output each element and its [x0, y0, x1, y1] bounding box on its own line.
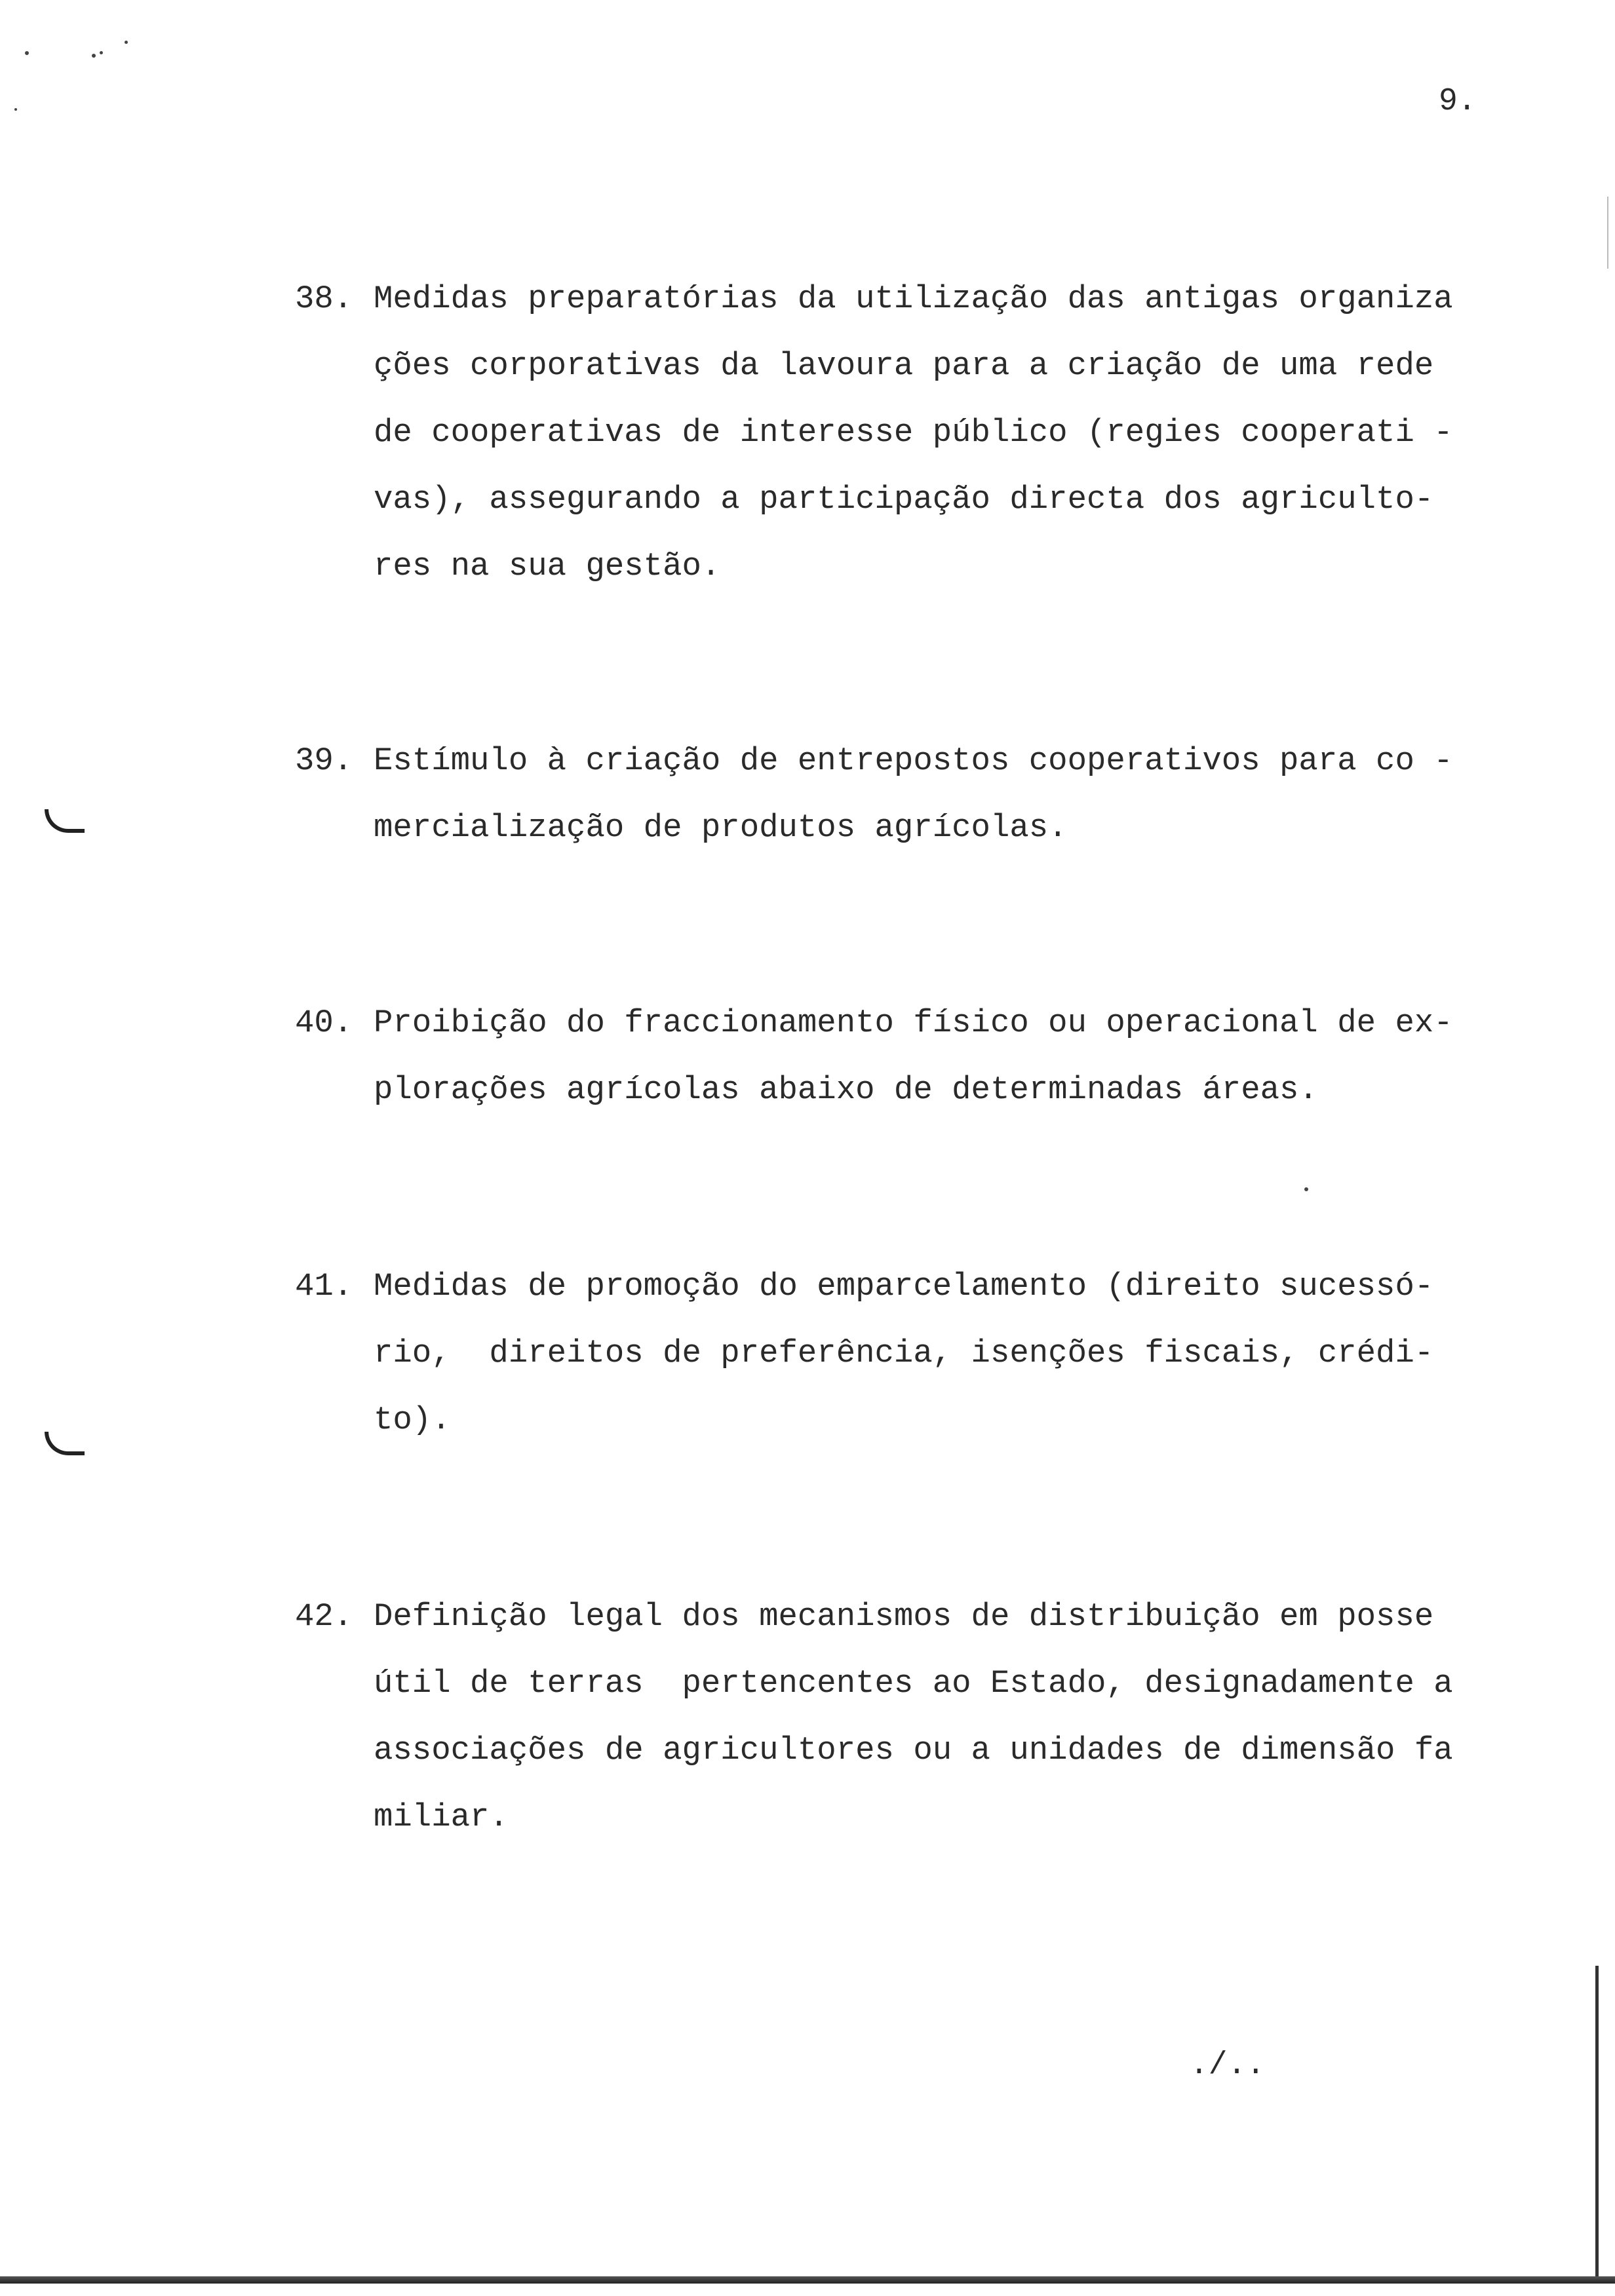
item-text-line: mercialização de produtos agrícolas.	[374, 809, 1068, 846]
scan-speck	[100, 51, 103, 54]
scan-speck	[25, 51, 29, 55]
edge-line	[1595, 1966, 1599, 2280]
item-text-line: miliar.	[374, 1799, 509, 1835]
item-text-line: Medidas de promoção do emparcelamento (direito sucessó-	[374, 1268, 1434, 1305]
bottom-edge-line	[0, 2276, 1615, 2284]
item-text-line: vas), assegurando a participação directa dos agriculto-	[374, 481, 1434, 518]
list-item	[295, 989, 1540, 1123]
page-number: 9.	[1439, 84, 1477, 119]
item-number: 41.	[295, 1268, 353, 1305]
scan-speck	[92, 54, 96, 58]
item-text-line: Proibição do fraccionamento físico ou operacional de ex-	[374, 1004, 1453, 1041]
binding-hole-mark	[45, 809, 85, 833]
list-item	[295, 1253, 1540, 1453]
list-item	[295, 1583, 1540, 1850]
item-text-line: de cooperativas de interesse público (regies cooperati -	[374, 414, 1453, 451]
item-text-line: to).	[374, 1402, 451, 1438]
scan-speck	[14, 108, 17, 111]
scan-speck	[1304, 1187, 1308, 1191]
continuation-mark: ./..	[1190, 2048, 1266, 2083]
item-text-line: ções corporativas da lavoura para a criação de uma rede	[374, 347, 1434, 384]
item-number: 42.	[295, 1598, 353, 1635]
item-text-line: plorações agrícolas abaixo de determinadas áreas.	[374, 1071, 1318, 1108]
item-text-line: Estímulo à criação de entrepostos cooperativos para co -	[374, 742, 1453, 779]
scan-speck	[125, 41, 128, 44]
list-item	[295, 265, 1540, 600]
binding-hole-mark	[45, 1432, 85, 1455]
item-text-line: rio, direitos de preferência, isenções fiscais, crédi-	[374, 1335, 1434, 1371]
list-item	[295, 727, 1540, 861]
item-text-line: útil de terras pertencentes ao Estado, designadamente a	[374, 1665, 1453, 1702]
item-number: 40.	[295, 1004, 353, 1041]
item-text-line: Definição legal dos mecanismos de distribuição em posse	[374, 1598, 1434, 1635]
item-text-line: associações de agricultores ou a unidades de dimensão fa	[374, 1732, 1453, 1769]
item-text-line: Medidas preparatórias da utilização das antigas organiza	[374, 280, 1453, 317]
item-text-line: res na sua gestão.	[374, 548, 721, 584]
edge-line	[1607, 197, 1608, 269]
item-number: 38.	[295, 280, 353, 317]
item-number: 39.	[295, 742, 353, 779]
